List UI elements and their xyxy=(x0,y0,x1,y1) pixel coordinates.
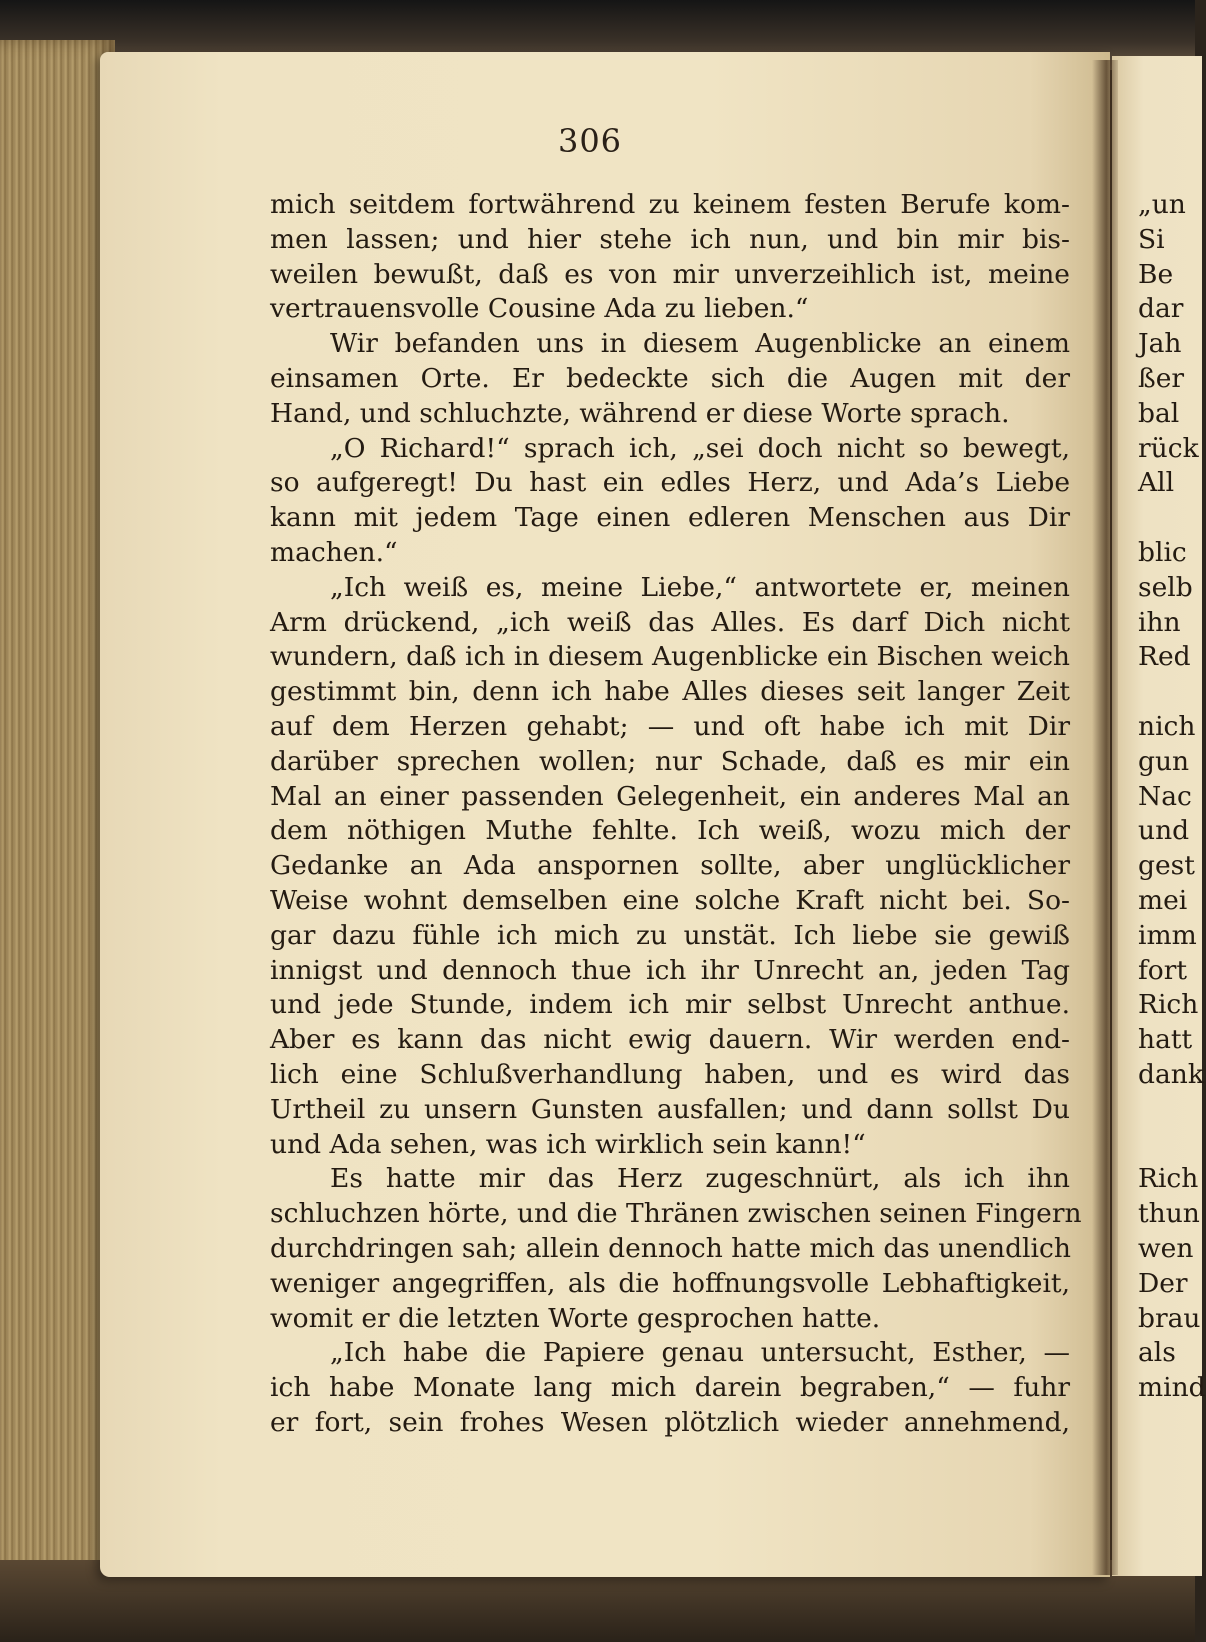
text-line: schluchzen hörte, und die Thränen zwischen seinen Fingern xyxy=(270,1198,1082,1230)
text-line: weilen bewußt, daß es von mir unverzeihlich ist, meine xyxy=(270,258,1070,290)
facing-page-fragment: Nac xyxy=(1138,780,1192,812)
facing-page-fragment: dar xyxy=(1138,293,1184,325)
facing-page-fragment: blic xyxy=(1138,536,1187,568)
facing-page-fragment: selb xyxy=(1138,571,1193,603)
text-line: darüber sprechen wollen; nur Schade, daß es mir ein xyxy=(270,745,1070,777)
facing-page-fragment: hatt xyxy=(1138,1024,1193,1056)
facing-page-fragment: fort xyxy=(1138,954,1188,986)
text-line: vertrauensvolle Cousine Ada zu lieben.“ xyxy=(270,293,809,325)
text-line: weniger angegriffen, als die hoffnungsvolle Lebhaftigkeit, xyxy=(270,1267,1070,1299)
text-line: „Ich habe die Papiere genau untersucht, Esther, — xyxy=(330,1337,1070,1369)
facing-page-fragment: Der xyxy=(1138,1267,1188,1299)
text-line: „O Richard!“ sprach ich, „sei doch nicht so bewegt, xyxy=(330,432,1070,464)
facing-page-fragment: gest xyxy=(1138,850,1195,882)
text-line: Wir befanden uns in diesem Augenblicke an einem xyxy=(330,328,1070,360)
facing-page-fragment: „un xyxy=(1138,189,1186,220)
text-line: Hand, und schluchzte, während er diese Worte sprach. xyxy=(270,397,1010,429)
facing-page-fragment: brau xyxy=(1138,1302,1201,1334)
text-line: durchdringen sah; allein dennoch hatte mich das unendlich xyxy=(270,1232,1071,1264)
text-line: Gedanke an Ada anspornen sollte, aber unglücklicher xyxy=(270,850,1070,882)
text-line: innigst und dennoch thue ich ihr Unrecht an, jeden Tag xyxy=(270,954,1070,986)
text-line: einsamen Orte. Er bedeckte sich die Augen mit der xyxy=(270,362,1070,394)
facing-page-fragment: mei xyxy=(1138,884,1188,916)
facing-page-fragment: Jah xyxy=(1138,328,1182,360)
text-line: dem nöthigen Muthe fehlte. Ich weiß, wozu mich der xyxy=(270,815,1070,847)
facing-page-fragment xyxy=(1138,675,1198,710)
facing-page-fragment: ßer xyxy=(1138,362,1185,394)
text-line: Weise wohnt demselben eine solche Kraft nicht bei. So- xyxy=(270,884,1070,916)
facing-page-fragment: nich xyxy=(1138,710,1196,742)
facing-page-fragment: dank xyxy=(1138,1058,1204,1090)
page-body-text xyxy=(270,188,1082,1441)
page-fore-edge xyxy=(0,40,115,1642)
text-line: Aber es kann das nicht ewig dauern. Wir werden end- xyxy=(270,1024,1070,1056)
facing-page-fragment: Rich xyxy=(1138,989,1199,1021)
facing-page-fragment: gun xyxy=(1138,745,1190,777)
text-line: wundern, daß ich in diesem Augenblicke ein Bischen weich xyxy=(270,641,1070,673)
facing-page-fragment: als xyxy=(1138,1337,1176,1369)
facing-page-fragment: Be xyxy=(1138,258,1174,290)
text-line: kann mit jedem Tage einen edleren Menschen aus Dir xyxy=(270,502,1070,534)
text-line: Es hatte mir das Herz zugeschnürt, als ich ihn xyxy=(330,1163,1070,1195)
text-line: er fort, sein frohes Wesen plötzlich wieder annehmend, xyxy=(270,1406,1070,1438)
text-line: machen.“ xyxy=(270,536,398,568)
facing-page-fragment: ihn xyxy=(1138,606,1181,638)
facing-page-fragment: und xyxy=(1138,815,1190,847)
text-line: lich eine Schlußverhandlung haben, und es wird das xyxy=(270,1058,1070,1090)
book-gutter xyxy=(1092,60,1118,1575)
text-line: auf dem Herzen gehabt; — und oft habe ich mit Dir xyxy=(270,710,1070,742)
text-line: „Ich weiß es, meine Liebe,“ antwortete er, meinen xyxy=(330,571,1070,603)
facing-page-fragment: thun xyxy=(1138,1198,1200,1230)
text-line: mich seitdem fortwährend zu keinem festen Berufe kom- xyxy=(270,189,1070,220)
text-line: womit er die letzten Worte gesprochen hatte. xyxy=(270,1302,881,1334)
facing-page-fragment: Rich xyxy=(1138,1163,1199,1195)
facing-page-fragment: bal xyxy=(1138,397,1180,429)
facing-page-fragment xyxy=(1138,501,1198,536)
text-line: Urtheil zu unsern Gunsten ausfallen; und dann sollst Du xyxy=(270,1093,1070,1125)
text-line: und jede Stunde, indem ich mir selbst Unrecht anthue. xyxy=(270,989,1070,1021)
text-line: Arm drückend, „ich weiß das Alles. Es darf Dich nicht xyxy=(270,606,1070,638)
text-line: ich habe Monate lang mich darein begraben,“ — fuhr xyxy=(270,1372,1070,1404)
text-line: Mal an einer passenden Gelegenheit, ein anderes Mal an xyxy=(270,780,1070,812)
text-line: so aufgeregt! Du hast ein edles Herz, und Ada’s Liebe xyxy=(270,467,1070,499)
facing-page-fragment: imm xyxy=(1138,919,1197,951)
text-line: gestimmt bin, denn ich habe Alles dieses seit langer Zeit xyxy=(270,676,1070,708)
text-line: men lassen; und hier stehe ich nun, und bin mir bis- xyxy=(270,223,1070,255)
text-line: und Ada sehen, was ich wirklich sein kann!“ xyxy=(270,1128,866,1160)
facing-page-fragment: All xyxy=(1138,467,1175,499)
facing-page-fragment xyxy=(1138,1128,1198,1163)
facing-page-fragment: mind xyxy=(1138,1372,1206,1404)
facing-page-fragment: Si xyxy=(1138,223,1165,255)
facing-page-fragment xyxy=(1138,1093,1198,1128)
text-line: gar dazu fühle ich mich zu unstät. Ich liebe sie gewiß xyxy=(270,919,1070,951)
facing-page-text-fragments xyxy=(1138,188,1206,1406)
facing-page-fragment: wen xyxy=(1138,1232,1194,1264)
facing-page-fragment: rück xyxy=(1138,432,1199,464)
page-number: 306 xyxy=(557,122,623,160)
facing-page-fragment: Red xyxy=(1138,641,1191,673)
